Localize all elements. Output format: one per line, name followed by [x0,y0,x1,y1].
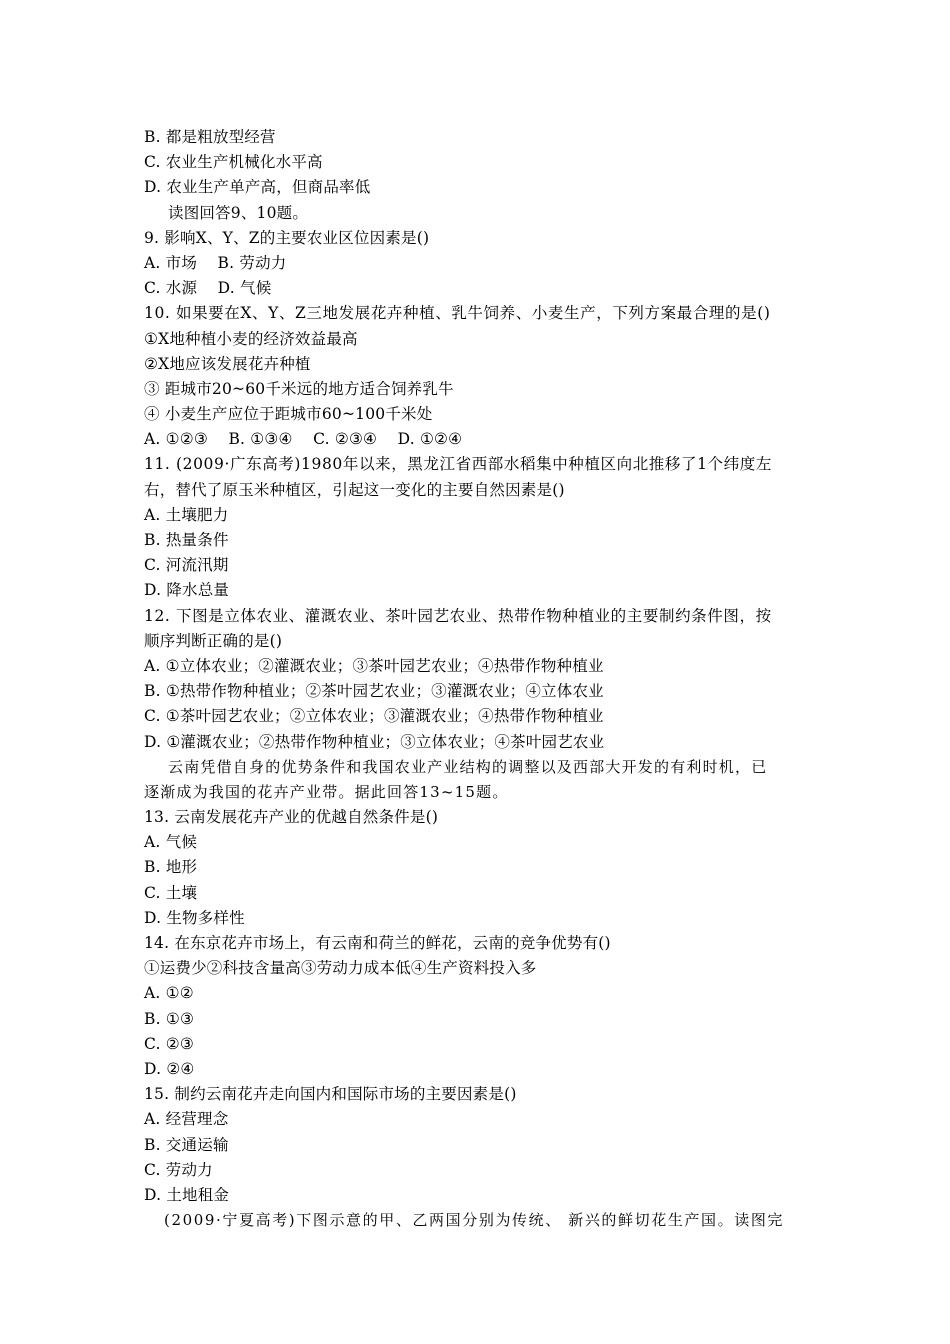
option-b: B. ①热带作物种植业；②茶叶园艺农业；③灌溉农业；④立体农业 [144,682,604,701]
option-d: D. ①灌溉农业；②热带作物种植业；③立体农业；④茶叶园艺农业 [144,732,605,751]
question-10-options: A. ①②③ B. ①③④ C. ②③④ D. ①②④ [144,430,463,449]
question-12-continued: 顺序判断正确的是() [144,631,283,650]
option-c: C. ①茶叶园艺农业；②立体农业；③灌溉农业；④热带作物种植业 [144,707,604,726]
option-a: A. 土壤肥力 [144,505,229,524]
option-c: C. ②③ [144,1034,194,1053]
statement-1: ①X地种植小麦的经济效益最高 [144,329,358,348]
option-a: A. 气候 [144,833,198,852]
option-b: B. ①③ [144,1009,195,1028]
instruction-line: 读图回答9、10题。 [168,203,309,222]
option-d: D. 降水总量 [144,581,230,600]
question-9-options-cd: C. 水源 D. 气候 [144,279,272,298]
option-d: D. 土地租金 [144,1185,230,1204]
option-b: B. 交通运输 [144,1135,229,1154]
option-c: C. 河流汛期 [144,556,229,575]
question-text-block [144,125,814,1233]
question-9: 9. 影响X、Y、Z的主要农业区位因素是() [144,228,430,247]
question-15: 15. 制约云南花卉走向国内和国际市场的主要因素是() [144,1085,517,1104]
question-14: 14. 在东京花卉市场上，有云南和荷兰的鲜花，云南的竞争优势有() [144,934,611,952]
statement-2: ②X地应该发展花卉种植 [144,354,311,373]
question-11-continued: 右，替代了原玉米种植区，引起这一变化的主要自然因素是() [144,480,565,499]
question-9-options-ab: A. 市场 B. 劳动力 [144,253,287,272]
option-b: B. 都是粗放型经营 [144,128,276,146]
option-c: C. 土壤 [144,883,198,902]
option-a: A. ①② [144,984,194,1003]
question-11: 11. (2009·广东高考)1980年以来，黑龙江省西部水稻集中种植区向北推移了1个纬度左 [144,455,772,474]
reading-passage-continued: 逐渐成为我国的花卉产业带。据此回答13~15题。 [144,782,509,801]
option-a: A. ①立体农业；②灌溉农业；③茶叶园艺农业；④热带作物种植业 [144,656,604,675]
option-c: C. 农业生产机械化水平高 [144,153,323,172]
statement-3: ③ 距城市20~60千米远的地方适合饲养乳牛 [144,379,454,398]
reading-passage: 云南凭借自身的优势条件和我国农业产业结构的调整以及西部大开发的有利时机，已 [168,757,768,776]
option-c: C. 劳动力 [144,1160,213,1179]
next-passage-intro: (2009·宁夏高考)下图示意的甲、乙两国分别为传统、 新兴的鲜切花生产国。读图完 [164,1211,785,1230]
option-d: D. ②④ [144,1059,195,1078]
question-14-statements: ①运费少②科技含量高③劳动力成本低④生产资料投入多 [144,959,537,978]
question-12: 12. 下图是立体农业、灌溉农业、茶叶园艺农业、热带作物种植业的主要制约条件图，按 [144,606,772,625]
question-13: 13. 云南发展花卉产业的优越自然条件是() [144,808,439,827]
option-b: B. 地形 [144,858,198,877]
option-d: D. 生物多样性 [144,908,245,927]
option-a: A. 经营理念 [144,1110,229,1129]
option-d: D. 农业生产单产高，但商品率低 [144,178,371,197]
question-10: 10. 如果要在X、Y、Z三地发展花卉种植、乳牛饲养、小麦生产，下列方案最合理的是() [144,304,771,323]
option-b: B. 热量条件 [144,531,229,549]
statement-4: ④ 小麦生产应位于距城市60~100千米处 [144,405,433,424]
